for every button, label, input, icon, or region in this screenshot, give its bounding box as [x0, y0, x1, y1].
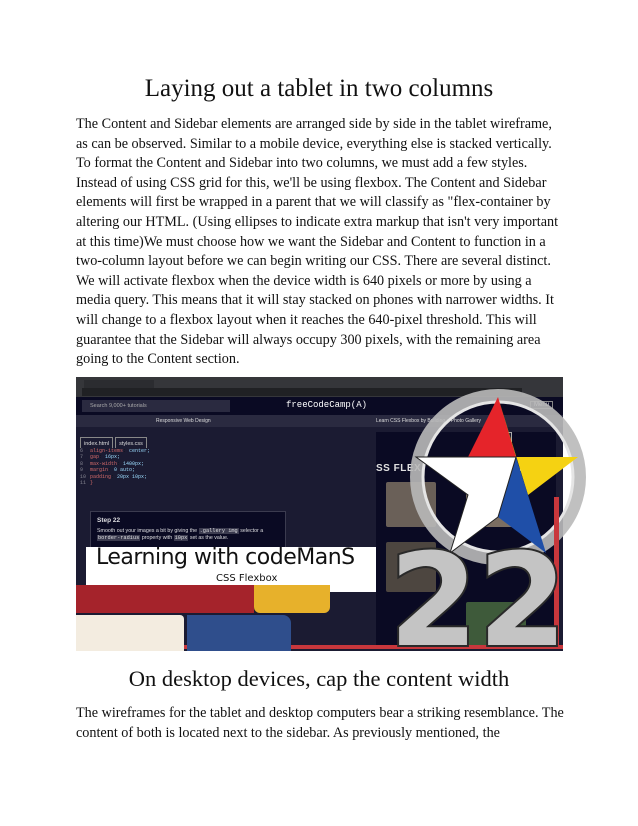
body-paragraph-2: The wireframes for the tablet and desktop computers bear a striking resemblance. The content of both is located next to the sidebar. As previously mentioned, the — [76, 705, 564, 741]
banner-title: Learning with codeManS — [96, 545, 355, 570]
tutorial-thumbnail-image — [76, 377, 568, 676]
section-heading-tablet-layout: Laying out a tablet in two columns — [144, 75, 494, 102]
code-line: 10 padding: 20px 10px; — [80, 473, 148, 480]
episode-number: 22 — [388, 527, 568, 676]
banner-subtitle: CSS Flexbox — [216, 573, 278, 584]
code-line: 6 align-items: center; — [80, 448, 151, 454]
course-title: Responsive Web Design — [156, 418, 211, 424]
body-paragraph-1: The Content and Sidebar elements are arranged side by side in the tablet wireframe, as can be observed. Similar to a mobile device, everything else is stacked vertically. To format the Content and Sidebar into two columns, we must add a few styles. Instead of using CSS grid for this, we'll be using flexbox. The Content and Sidebar elements will first be wrapped in a parent that we will classify as "flex-container by altering our HTML. (Using ellipses to indicate extra markup that isn't very important at this time)We must choose how we want the Sidebar and Content to function in a two-column layout before we can begin writing our CSS. There are several distinct. We will activate flexbox when the device width is 640 pixels or more by using a media query. This means that it will stay stacked on phones with narrower widths. It will change to a flexbox layout when it reaches the 640-pixel threshold. This will guarantee that the Sidebar will always occupy 300 pixels, with the remaining area going to the Content section. — [76, 116, 559, 368]
episode-number-graphic — [388, 527, 568, 676]
step-title: Step 22 — [97, 517, 121, 524]
site-logo: freeCodeCamp(A) — [286, 400, 368, 410]
color-block-cream — [76, 615, 184, 651]
file-tab-styles: styles.css — [115, 437, 147, 450]
color-block-red — [76, 585, 254, 613]
preview-heading-left: SS FLEX — [376, 463, 422, 474]
menu-button: Menu — [530, 401, 553, 409]
color-block-yellow — [254, 585, 330, 613]
lesson-title: Learn CSS Flexbox by Building a Photo Gallery — [376, 418, 482, 424]
section-heading-desktop-width: On desktop devices, cap the content width — [128, 666, 510, 691]
code-line: 8 max-width: 1400px; — [80, 460, 145, 467]
search-input: Search 9,000+ tutorials — [82, 400, 230, 412]
color-block-blue — [187, 615, 291, 651]
file-tab-index: index.html — [80, 437, 113, 450]
step-description: Smooth out your images a bit by giving the .gallery img selector a border-radius property with 10px set as the value. — [97, 527, 264, 541]
code-line: 9 margin: 0 auto; — [80, 467, 136, 474]
code-line: 11 } — [80, 480, 94, 487]
code-line: 7 gap: 16px; — [80, 454, 121, 461]
